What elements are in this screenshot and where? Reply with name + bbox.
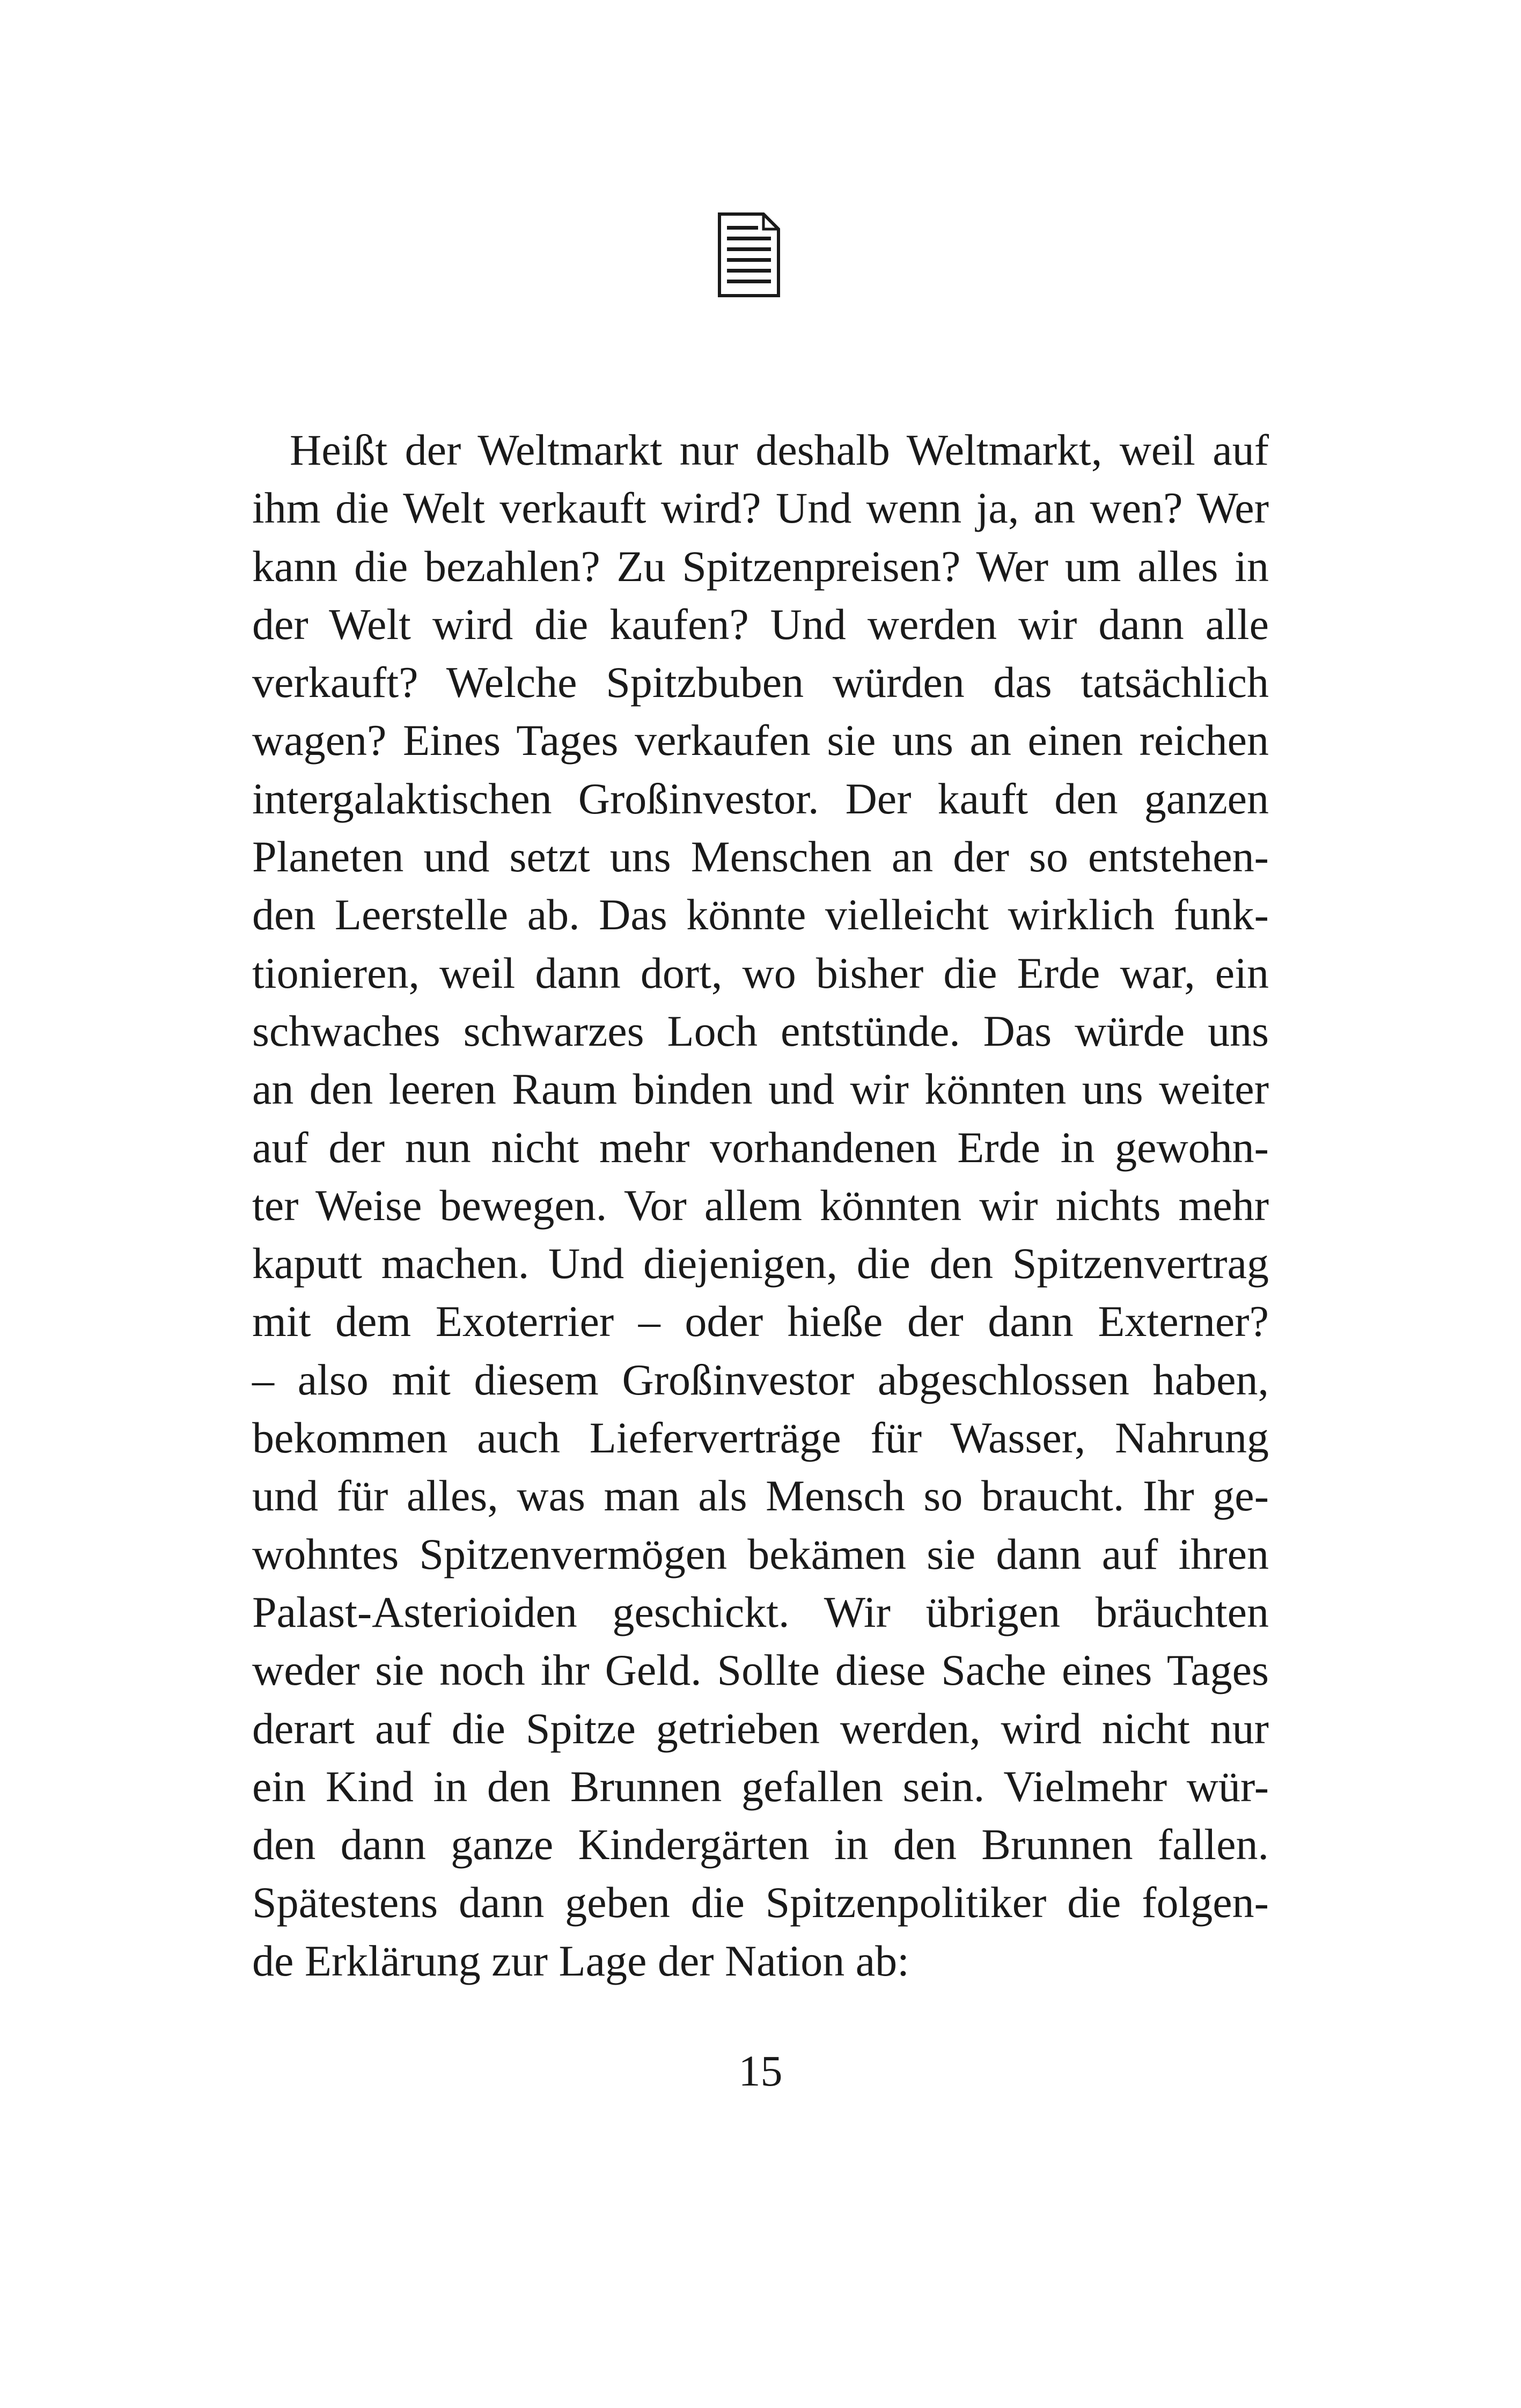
text-line: wohntes Spitzenvermögen bekämen sie dann auf ihren: [252, 1529, 1269, 1579]
text-line: weder sie noch ihr Geld. Sollte diese Sache eines Tages: [252, 1646, 1269, 1695]
text-line: an den leeren Raum binden und wir könnten uns weiter: [252, 1064, 1269, 1114]
text-line: mit dem Exoterrier – oder hieße der dann Externer?: [252, 1297, 1269, 1346]
text-line: tionieren, weil dann dort, wo bisher die Erde war, ein: [252, 948, 1269, 997]
text-line: Spätestens dann geben die Spitzenpolitiker die folgen-: [252, 1878, 1269, 1927]
text-line: den Leerstelle ab. Das könnte vielleicht wirklich funk-: [252, 890, 1269, 939]
page-number: 15: [738, 2046, 783, 2095]
text-line: der Welt wird die kaufen? Und werden wir dann alle: [252, 599, 1269, 649]
text-line: – also mit diesem Großinvestor abgeschlossen haben,: [252, 1355, 1269, 1404]
text-line: kann die bezahlen? Zu Spitzenpreisen? Wer um alles in: [252, 541, 1269, 591]
text-line: Heißt der Weltmarkt nur deshalb Weltmarkt, weil auf: [290, 425, 1269, 474]
text-line: und für alles, was man als Mensch so braucht. Ihr ge-: [252, 1471, 1269, 1521]
text-line: ter Weise bewegen. Vor allem könnten wir nichts mehr: [252, 1180, 1269, 1230]
document-icon: [717, 212, 781, 298]
text-line: ein Kind in den Brunnen gefallen sein. Vielmehr wür-: [252, 1761, 1269, 1811]
body-text: [252, 421, 1269, 1990]
text-line: intergalaktischen Großinvestor. Der kauft den ganzen: [252, 774, 1269, 823]
text-line: kaputt machen. Und diejenigen, die den Spitzenvertrag: [252, 1239, 1269, 1288]
text-line: schwaches schwarzes Loch entstünde. Das würde uns: [252, 1006, 1269, 1055]
text-line: den dann ganze Kindergärten in den Brunnen fallen.: [252, 1820, 1269, 1869]
text-line: verkauft? Welche Spitzbuben würden das tatsächlich: [252, 658, 1269, 707]
text-line: auf der nun nicht mehr vorhandenen Erde in gewohn-: [252, 1122, 1269, 1172]
text-line: ihm die Welt verkauft wird? Und wenn ja, an wen? Wer: [252, 483, 1269, 533]
text-line: derart auf die Spitze getrieben werden, wird nicht nur: [252, 1704, 1269, 1753]
text-line: wagen? Eines Tages verkaufen sie uns an einen reichen: [252, 716, 1269, 765]
text-line: Palast-Asterioiden geschickt. Wir übrigen bräuchten: [252, 1587, 1269, 1636]
text-line: Planeten und setzt uns Menschen an der so entstehen-: [252, 832, 1269, 882]
text-line: de Erklärung zur Lage der Nation ab:: [252, 1936, 909, 1985]
text-line: bekommen auch Lieferverträge für Wasser, Nahrung: [252, 1413, 1269, 1463]
